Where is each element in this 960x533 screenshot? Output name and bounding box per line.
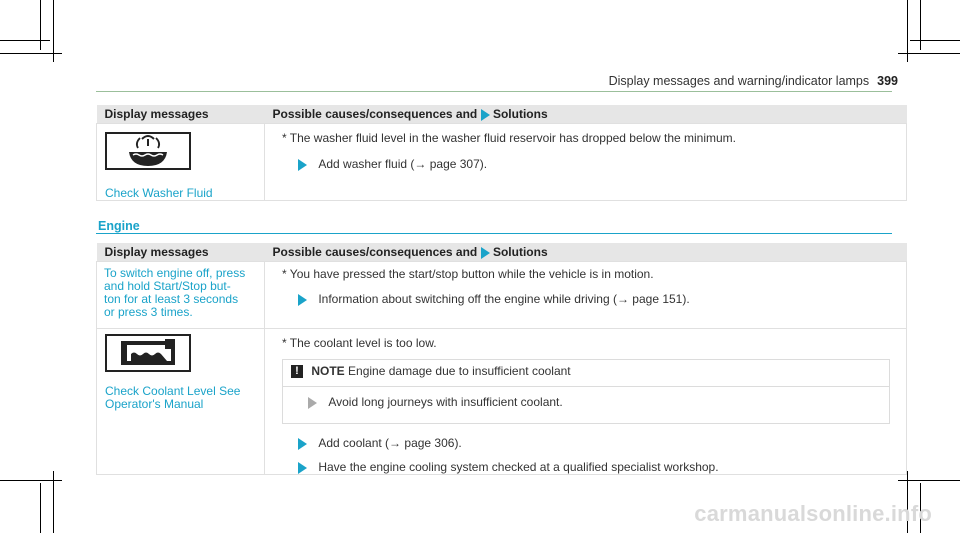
message-cell — [97, 262, 265, 329]
solution-step — [265, 450, 906, 474]
coolant-level-icon — [105, 334, 191, 372]
table-row — [97, 329, 907, 475]
col-header-display-messages: Display messages — [97, 243, 265, 262]
message-cell — [97, 329, 265, 475]
message-line: ton for at least 3 seconds — [104, 292, 239, 306]
solution-text: Add washer fluid (→ page 307). — [318, 157, 488, 171]
message-line: To switch engine off, press — [104, 266, 246, 280]
cause-cell — [265, 262, 907, 329]
note-label: NOTE — [311, 364, 345, 378]
section-rule — [96, 233, 892, 234]
running-header — [609, 74, 898, 88]
solution-arrow-icon — [298, 294, 307, 306]
crop-mark — [40, 483, 41, 533]
crop-mark — [920, 0, 921, 50]
crop-mark — [0, 53, 62, 54]
col-header-solutions-text: Solutions — [492, 107, 548, 121]
watermark: carmanualsonline.info — [694, 501, 932, 526]
message-cell — [97, 124, 265, 201]
solution-text: Have the engine cooling system checked at a qualified specialist workshop. — [318, 460, 719, 474]
solution-arrow-icon — [481, 109, 490, 121]
solution-arrow-icon — [298, 159, 307, 171]
display-messages-table-engine — [96, 243, 907, 475]
col-header-display-messages: Display messages — [97, 105, 265, 124]
cause-text: * You have pressed the start/stop button while the vehicle is in motion. — [282, 267, 654, 281]
header-rule — [96, 91, 892, 92]
solution-arrow-icon — [298, 462, 307, 474]
solution-arrow-icon — [308, 397, 317, 409]
solution-step — [265, 281, 906, 306]
solution-arrow-icon — [298, 438, 307, 450]
col-header-causes — [265, 243, 907, 262]
note-box — [282, 359, 890, 424]
message-line: or press 3 times. — [104, 305, 193, 319]
message-text — [97, 262, 264, 319]
solution-text: Information about switching off the engine while driving (→ page 151). — [318, 292, 690, 306]
cause-cell — [265, 124, 907, 201]
note-solution — [283, 387, 889, 409]
crop-mark — [40, 0, 41, 50]
section-title: Engine — [98, 219, 140, 233]
note-header — [283, 360, 889, 378]
warning-icon: ! — [291, 365, 303, 378]
header-title: Display messages and warning/indicator lamps — [608, 74, 870, 88]
solution-text: Add coolant (→ page 306). — [318, 436, 462, 450]
crop-mark — [898, 53, 960, 54]
cause-cell — [265, 329, 907, 475]
display-messages-table-washer — [96, 105, 907, 201]
message-line: Check Coolant Level See — [105, 384, 241, 398]
cause-text: * The washer fluid level in the washer fluid reservoir has dropped below the minimum. — [282, 131, 737, 145]
cause-text: * The coolant level is too low. — [282, 336, 437, 350]
solution-step — [265, 145, 906, 171]
washer-fluid-icon — [105, 132, 191, 170]
message-text — [105, 385, 264, 411]
message-line: and hold Start/Stop but- — [104, 279, 231, 293]
crop-mark — [0, 40, 50, 41]
crop-mark — [898, 480, 960, 481]
crop-mark — [910, 40, 960, 41]
col-header-causes-text: Possible causes/consequences and — [272, 245, 478, 259]
note-solution-text: Avoid long journeys with insufficient coolant. — [328, 395, 563, 410]
col-header-causes — [265, 105, 907, 124]
table-row — [97, 124, 907, 201]
table-row — [97, 262, 907, 329]
note-text: Engine damage due to insufficient coolant — [348, 364, 571, 378]
col-header-causes-text: Possible causes/consequences and — [272, 107, 478, 121]
message-text: Check Washer Fluid — [105, 186, 213, 200]
solution-arrow-icon — [481, 247, 490, 259]
message-line: Operator's Manual — [105, 397, 204, 411]
col-header-solutions-text: Solutions — [492, 245, 548, 259]
page-number: 399 — [877, 74, 898, 88]
solution-step — [265, 424, 906, 450]
crop-mark — [0, 480, 62, 481]
